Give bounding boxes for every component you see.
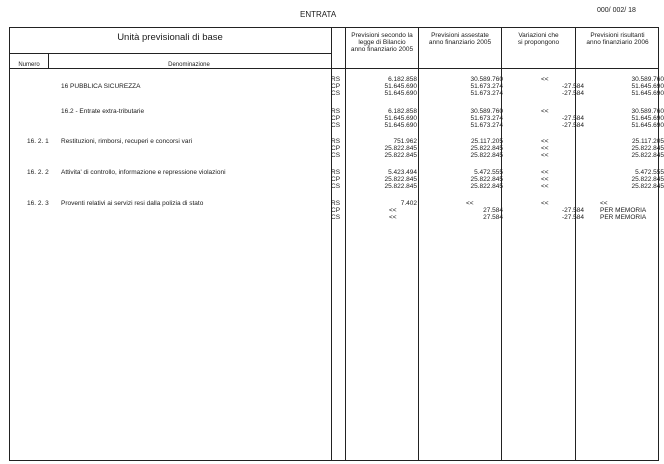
- page-reference: 000/ 002/ 18: [597, 7, 636, 14]
- col3-header: Variazioni che si propongono: [517, 32, 560, 47]
- page-title: ENTRATA: [300, 10, 337, 19]
- col4-header: Previsioni risultanti anno finanziario 2006: [586, 32, 649, 47]
- column-divider-2: [345, 27, 346, 461]
- col1-header: Previsioni secondo la legge di Bilancio anno finanziario 2005: [350, 32, 414, 54]
- numero-header: Numero: [18, 62, 40, 68]
- column-divider-3: [418, 27, 419, 461]
- header-divider: [9, 53, 331, 54]
- unit-title: Unità previsionali di base: [117, 32, 223, 43]
- denominazione-header: Denominazione: [168, 62, 210, 68]
- col2-header: Previsioni assestate anno finanziario 2005: [428, 32, 492, 47]
